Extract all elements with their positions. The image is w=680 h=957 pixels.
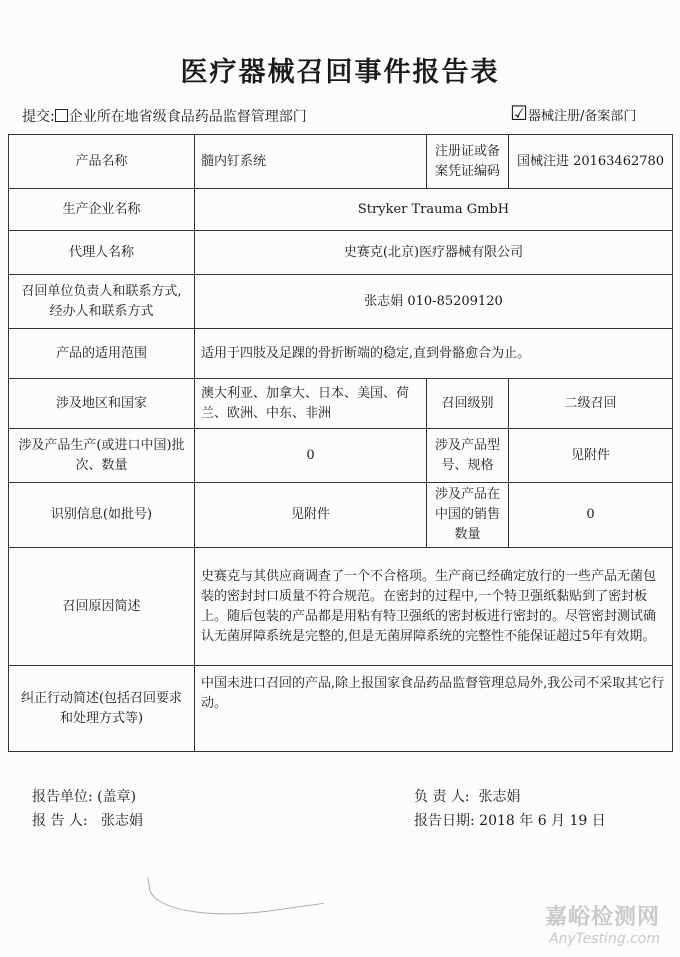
- value-reason: 史赛克与其供应商调查了一个不合格项。生产商已经确定放行的一些产品无菌包装的密封封口质量不符合规范。在密封的过程中,一个特卫强纸黏贴到了密封板上。随后包装的产品都是用粘有特卫强纸的密封板进行密封的。尽管密封测试确认无菌屏障系统是完整的,但是无菌屏障系统的完整性不能保证超过5年有效期。: [195, 548, 673, 666]
- watermark-site-url: AnyTesting.com: [549, 931, 660, 947]
- watermark-site-name: 嘉峪检测网: [544, 905, 660, 930]
- label-regions: 涉及地区和国家: [9, 379, 195, 429]
- reporter-label: 报 告 人:: [32, 813, 88, 829]
- label-agent: 代理人名称: [9, 231, 195, 275]
- value-agent: 史赛克(北京)医疗器械有限公司: [195, 231, 673, 275]
- label-contact: 召回单位负责人和联系方式,经办人和联系方式: [9, 275, 195, 329]
- responsible-label: 负 责 人:: [414, 789, 470, 805]
- value-regions: 澳大利亚、加拿大、日本、美国、荷兰、欧洲、中东、非洲: [195, 379, 427, 429]
- submit-to: [22, 106, 307, 126]
- value-contact: 张志娟 010-85209120: [195, 275, 673, 329]
- value-scope: 适用于四肢及足踝的骨折断端的稳定,直到骨骼愈合为止。: [195, 329, 673, 379]
- responsible-value: 张志娟: [478, 789, 521, 805]
- label-model: 涉及产品型号、规格: [427, 429, 509, 483]
- report-date-value: 2018 年 6 月 19 日: [479, 813, 606, 829]
- checkbox-unchecked: [55, 109, 68, 122]
- value-manufacturer: Stryker Trauma GmbH: [195, 189, 673, 231]
- report-unit-label: 报告单位:: [32, 789, 93, 805]
- value-batch: 0: [195, 429, 427, 483]
- report-unit-value: (盖章): [97, 789, 137, 805]
- report-form-table: [8, 134, 673, 752]
- label-registration-number: 注册证或备案凭证编码: [427, 135, 509, 189]
- value-model: 见附件: [509, 429, 673, 483]
- reporter-value: 张志娟: [100, 813, 143, 829]
- submit-option-provincial: 企业所在地省级食品药品监督管理部门: [68, 109, 307, 125]
- label-manufacturer: 生产企业名称: [9, 189, 195, 231]
- document-title: 医疗器械召回事件报告表: [180, 57, 500, 88]
- value-product-name: 髓内钉系统: [195, 135, 427, 189]
- value-recall-level: 二级召回: [509, 379, 673, 429]
- value-identification: 见附件: [195, 483, 427, 548]
- label-recall-level: 召回级别: [427, 379, 509, 429]
- label-corrective-action: 纠正行动简述(包括召回要求和处理方式等): [9, 666, 195, 752]
- checkmark-icon: ☑: [510, 101, 528, 125]
- label-reason: 召回原因简述: [9, 548, 195, 666]
- stamp-trace: [147, 853, 323, 927]
- watermark: [545, 900, 660, 947]
- value-registration-number: 国械注进 20163462780: [509, 135, 673, 189]
- submit-option-registration: [510, 101, 636, 125]
- value-corrective-action: 中国未进口召回的产品,除上报国家食品药品监督管理总局外,我公司不采取其它行动。: [195, 666, 673, 752]
- submit-label: 提交:: [22, 109, 55, 125]
- label-sales: 涉及产品在中国的销售数量: [427, 483, 509, 548]
- report-date-label: 报告日期:: [414, 813, 475, 829]
- label-batch: 涉及产品生产(或进口中国)批次、数量: [9, 429, 195, 483]
- label-product-name: 产品名称: [9, 135, 195, 189]
- value-sales: 0: [509, 483, 673, 548]
- submit-option-registration-label: 器械注册/备案部门: [527, 109, 637, 124]
- label-scope: 产品的适用范围: [9, 329, 195, 379]
- label-identification: 识别信息(如批号): [9, 483, 195, 548]
